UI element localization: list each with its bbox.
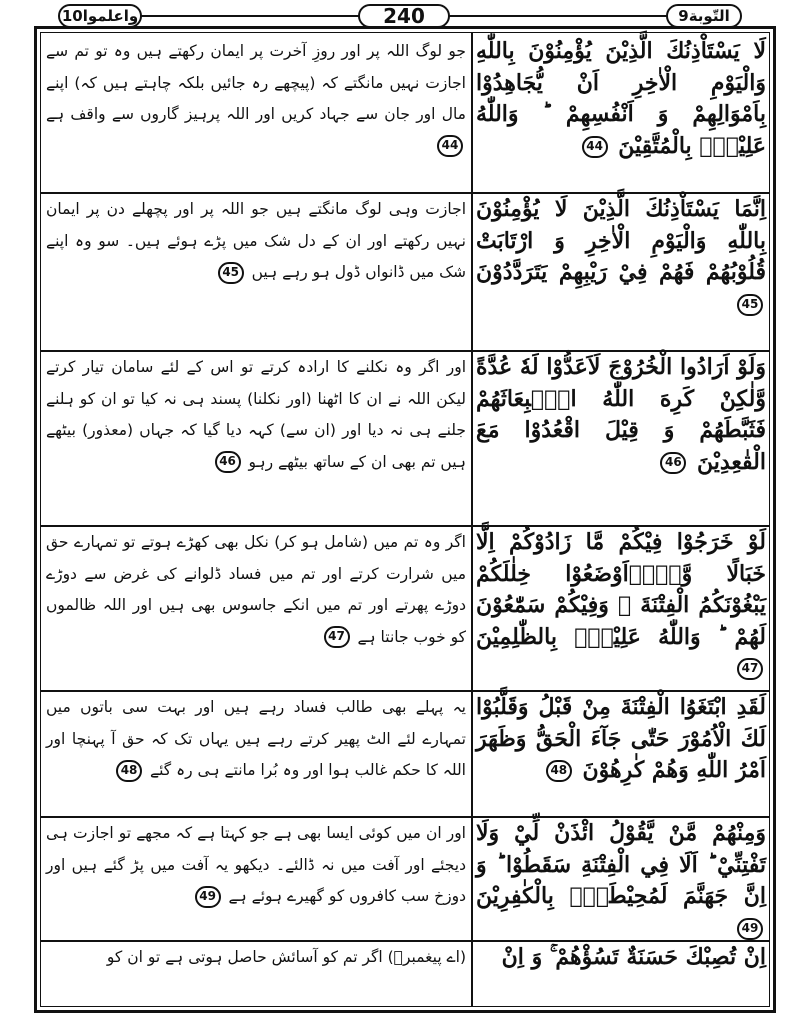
arabic-verse	[476, 692, 766, 787]
arabic-verse	[476, 942, 766, 974]
arabic-verse	[476, 818, 766, 944]
urdu-translation	[46, 527, 466, 653]
ayah-marker: 47	[737, 658, 763, 680]
ayah-marker: 49	[737, 918, 763, 940]
arabic-verse	[476, 352, 766, 478]
ayah-marker: 49	[195, 886, 221, 908]
arabic-verse-text: اِنَّمَا يَسْتَاْذِنُكَ الَّذِيْنَ لَا يُؤْمِنُوْنَ بِاللّٰهِ وَالْيَوْمِ الْاٰخِرِ وَ ارْتَابَتْ قُلُوْبُهُمْ فَهُمْ فِيْ رَيْبِهِمْ يَتَرَدَّدُوْنَ	[476, 196, 766, 285]
ayah-marker: 47	[324, 626, 350, 648]
ayah-marker: 45	[737, 294, 763, 316]
ayah-marker: 44	[582, 136, 608, 158]
arabic-verse-text: وَمِنْهُمْ مَّنْ يَّقُوْلُ ائْذَنْ لِّيْ وَلَا تَفْتِنِّيْ ؕ اَلَا فِي الْفِتْنَةِ سَقَطُوْا ؕ وَ اِنَّ جَهَنَّمَ لَمُحِيْطَةٌۢ بِالْكٰفِرِيْنَ	[476, 820, 766, 909]
arabic-verse-text: لَقَدِ ابْتَغَوُا الْفِتْنَةَ مِنْ قَبْلُ وَقَلَّبُوْا لَكَ الْاُمُوْرَ حَتّٰى جَآءَ الْحَقُّ وَظَهَرَ اَمْرُ اللّٰهِ وَهُمْ كٰرِهُوْنَ	[476, 694, 766, 783]
urdu-translation-text: جو لوگ اللہ پر اور روزِ آخرت پر ایمان رکھتے ہیں وہ تو تم سے اجازت نہیں مانگتے کہ (پیچھے رہ جائیں بلکہ چاہتے ہیں کہ) اپنے مال اور جان سے جہاد کریں اور اللہ پرہیز گاروں سے واقف ہے	[46, 42, 466, 123]
surah-label: التّوبة9	[666, 4, 742, 28]
urdu-translation	[46, 818, 466, 913]
page-number: 240	[358, 4, 450, 28]
urdu-translation	[46, 194, 466, 289]
urdu-translation-text: اجازت وہی لوگ مانگتے ہیں جو اللہ پر اور پچھلے دن پر ایمان نہیں رکھتے اور ان کے دل شک میں پڑے ہوئے ہیں۔ سو وہ اپنے شک میں ڈانواں ڈول ہو رہے ہیں	[46, 200, 466, 281]
arabic-verse	[476, 194, 766, 320]
urdu-translation	[46, 36, 466, 162]
arabic-verse	[476, 527, 766, 685]
urdu-translation-text: اور اگر وہ نکلنے کا ارادہ کرتے تو اس کے لئے سامان تیار کرتے لیکن اللہ نے ان کا اٹھنا (اور نکلنا) پسند ہی نہ کیا تو ان کو ہلنے جلنے ہی نہ دیا اور (ان سے) کہہ دیا گیا کہ جہاں (معذور) بیٹھے ہیں تم بھی ان کے ساتھ بیٹھے رہو	[46, 358, 466, 471]
arabic-verse	[476, 36, 766, 162]
ayah-marker: 46	[660, 452, 686, 474]
arabic-verse-text: لَوْ خَرَجُوْا فِيْكُمْ مَّا زَادُوْكُمْ اِلَّا خَبَالًا وَّلَاۡاَوْضَعُوْا خِلٰلَكُمْ يَبْغُوْنَكُمُ الْفِتْنَةَ ۚ وَفِيْكُمْ سَمّٰعُوْنَ لَهُمْ ؕ وَاللّٰهُ عَلِيْمٌۢ بِالظّٰلِمِيْنَ	[476, 529, 766, 650]
ayah-marker: 48	[116, 760, 142, 782]
column-divider	[471, 33, 473, 1006]
ayah-marker: 44	[437, 135, 463, 157]
urdu-translation-text: اگر وہ تم میں (شامل ہو کر) نکل بھی کھڑے ہوتے تو تمہارے حق میں شرارت کرتے اور تم میں فساد ڈلوانے کی غرض سے دوڑے دوڑے پھرتے اور تم میں انکے جاسوس بھی ہیں اور اللہ ظالموں کو خوب جانتا ہے	[46, 533, 466, 646]
ayah-marker: 45	[218, 262, 244, 284]
urdu-translation	[46, 692, 466, 787]
urdu-translation-text: یہ پہلے بھی طالب فساد رہے ہیں اور بہت سی باتوں میں تمہارے لئے الٹ پھیر کرتے رہے ہیں یہاں تک کہ حق آ پہنچا اور اللہ کا حکم غالب ہوا اور وہ بُرا مانتے ہی رہ گئے	[46, 698, 466, 779]
arabic-verse-text: لَا يَسْتَاْذِنُكَ الَّذِيْنَ يُؤْمِنُوْنَ بِاللّٰهِ وَالْيَوْمِ الْاٰخِرِ اَنْ يُّجَاهِدُوْا بِاَمْوَالِهِمْ وَ اَنْفُسِهِمْ ؕ وَاللّٰهُ عَلِيْمٌۢ بِالْمُتَّقِيْنَ	[476, 38, 766, 159]
ayah-marker: 46	[215, 451, 241, 473]
arabic-verse-text: اِنْ تُصِبْكَ حَسَنَةٌ تَسُؤْهُمْ ۚ وَ اِنْ	[501, 944, 766, 970]
arabic-verse-text: وَلَوْ اَرَادُوا الْخُرُوْجَ لَاَعَدُّوْا لَهٗ عُدَّةً وَّلٰكِنْ كَرِهَ اللّٰهُ انْۢبِعَاثَهُمْ فَثَبَّطَهُمْ وَ قِيْلَ اقْعُدُوْا مَعَ الْقٰعِدِيْنَ	[476, 354, 766, 475]
urdu-translation	[46, 352, 466, 478]
urdu-translation-text: (اے پیغمبرؐ) اگر تم کو آسائش حاصل ہوتی ہے تو ان کو	[106, 948, 466, 966]
urdu-translation	[46, 942, 466, 974]
urdu-translation-text: اور ان میں کوئی ایسا بھی ہے جو کہتا ہے کہ مجھے تو اجازت ہی دیجئے اور آفت میں نہ ڈالئے۔ دیکھو یہ آفت میں پڑ گئے ہیں اور دوزخ سب کافروں کو گھیرے ہوئے ہے	[46, 824, 466, 905]
ayah-marker: 48	[546, 760, 572, 782]
juz-label: واعلموا10	[58, 4, 142, 28]
